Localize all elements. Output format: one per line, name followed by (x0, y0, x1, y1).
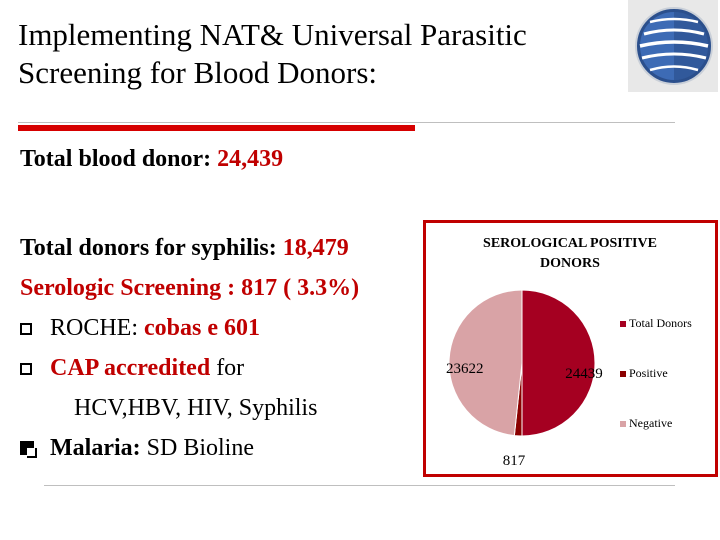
legend-label-negative: Negative (629, 416, 673, 430)
syphilis-value: 18,479 (282, 235, 349, 261)
pie-chart-frame (423, 220, 718, 477)
cap-list: HCV,HBV, HIV, Syphilis (74, 395, 318, 421)
slide-title (18, 16, 618, 92)
cap-line (20, 348, 420, 388)
pie-data-label-negative: 23622 (446, 361, 484, 377)
checkbox-bullet-icon (20, 308, 44, 348)
legend-swatch-total-donors (620, 321, 626, 327)
title-line-2: Screening for Blood Donors: (18, 55, 378, 90)
pie-slice-total-donors (522, 290, 595, 436)
roche-value: cobas e 601 (144, 315, 261, 341)
legend-label-positive: Positive (629, 366, 668, 380)
title-accent-bar (18, 125, 415, 131)
pie-chart (426, 223, 715, 474)
title-line-1: Implementing NAT& Universal Parasitic (18, 17, 527, 52)
total-donor-label: Total blood donor: (20, 146, 212, 172)
title-divider (18, 122, 675, 123)
legend-swatch-positive (620, 371, 626, 377)
legend-label-total-donors: Total Donors (629, 316, 692, 330)
pie-data-label-positive: 817 (502, 453, 526, 469)
malaria-line (20, 428, 420, 468)
cap-label: CAP accredited (50, 355, 211, 381)
syphilis-label: Total donors for syphilis: (20, 235, 277, 261)
footer-divider (44, 485, 675, 486)
malaria-value: SD Bioline (146, 435, 254, 461)
roche-label: ROCHE: (50, 315, 139, 341)
chart-title-line-2: DONORS (540, 256, 600, 271)
legend-swatch-negative (620, 421, 626, 427)
details-list (20, 228, 420, 468)
syphilis-line (20, 228, 420, 268)
serologic-line: Serologic Screening : 817 ( 3.3%) (20, 275, 360, 301)
malaria-label: Malaria: (50, 435, 141, 461)
chart-title-line-1: SEROLOGICAL POSITIVE (483, 236, 657, 251)
total-donor-value: 24,439 (217, 146, 284, 172)
roche-line (20, 308, 420, 348)
total-donor-line (20, 146, 283, 173)
cap-for: for (216, 355, 245, 381)
square-bullet-icon (20, 428, 44, 468)
checkbox-bullet-icon (20, 348, 44, 388)
globe-logo-icon (628, 0, 718, 92)
pie-data-label-total-donors: 24439 (565, 366, 603, 382)
